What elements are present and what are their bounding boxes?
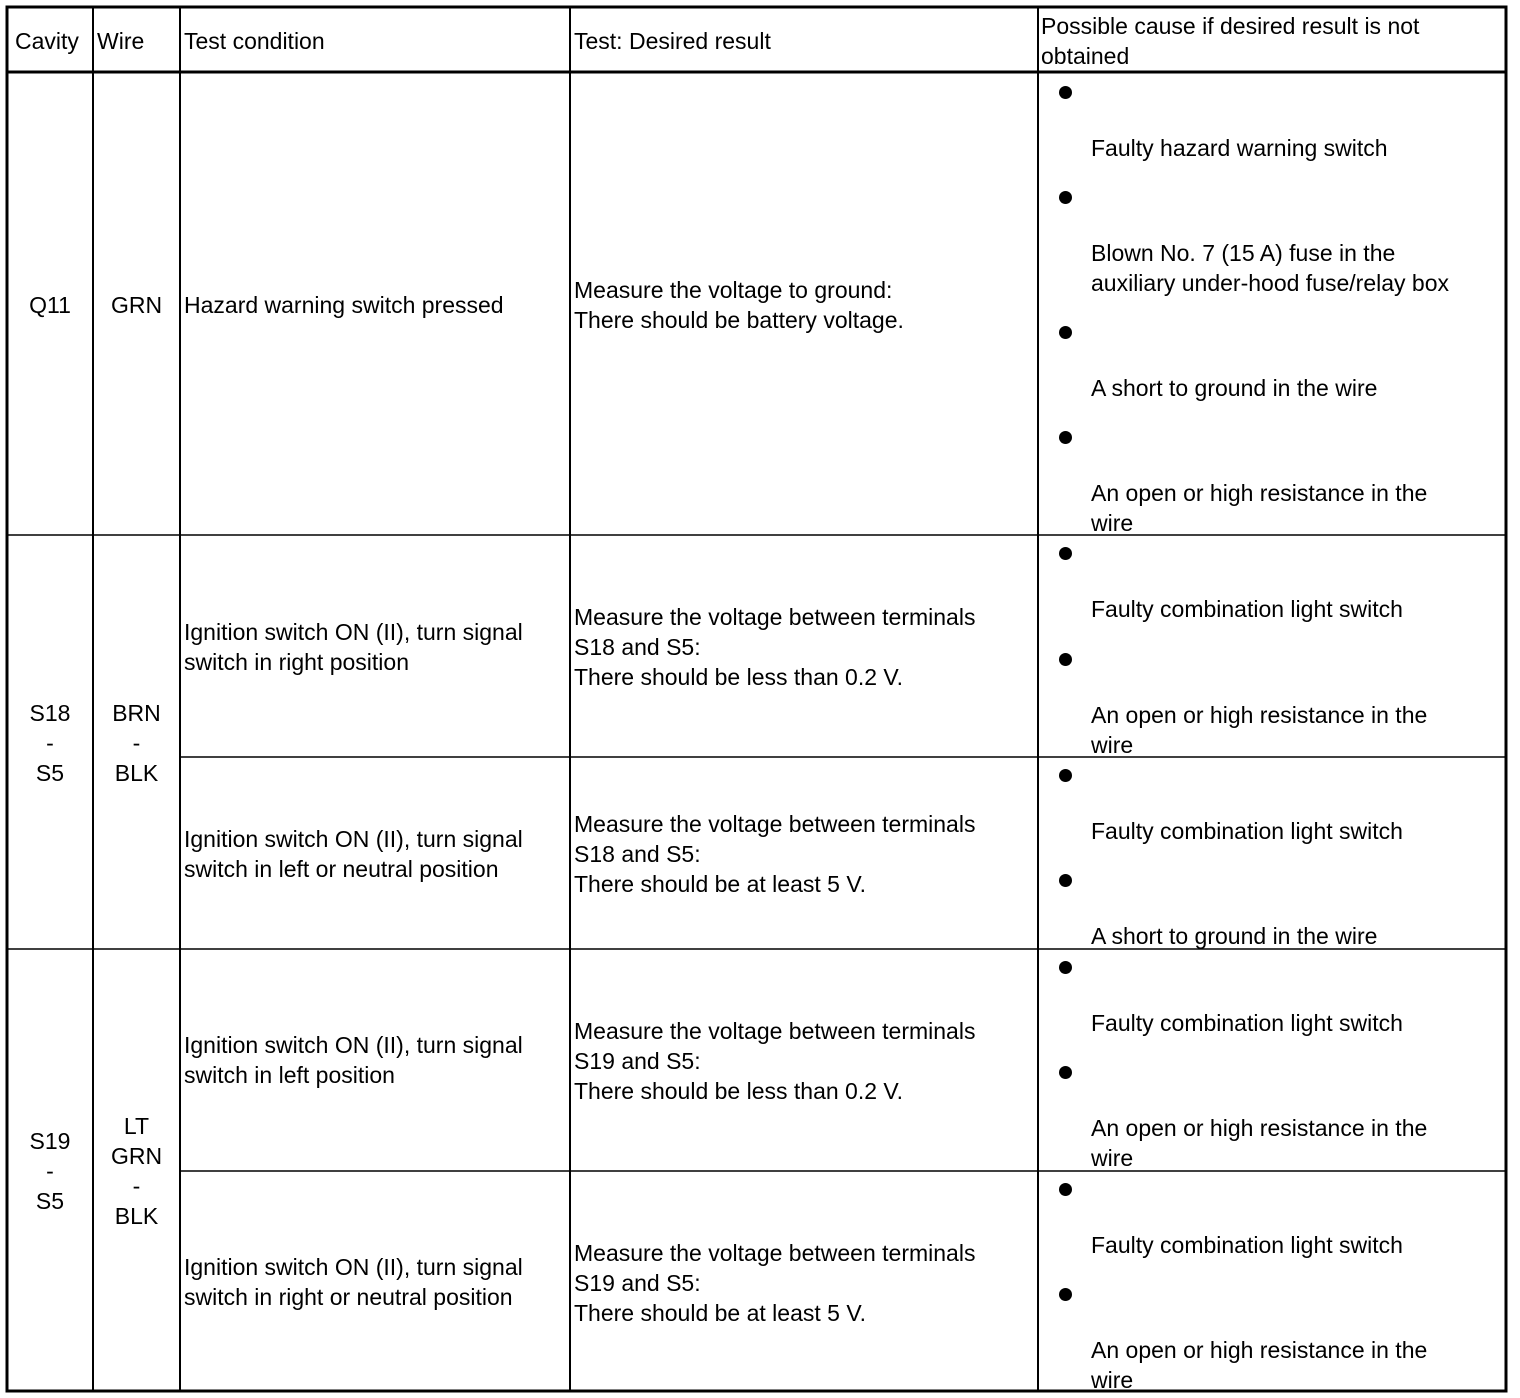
- desired-result-cell: S19 and S5:: [574, 1270, 701, 1296]
- desired-result-cell: Measure the voltage between terminals: [574, 604, 976, 630]
- test-condition-cell: Ignition switch ON (II), turn signal: [184, 619, 523, 645]
- header-test-condition: Test condition: [184, 28, 325, 54]
- wire-cell: GRN: [110, 1143, 163, 1169]
- bullet-icon: [1059, 86, 1072, 99]
- bullet-icon: [1059, 191, 1072, 204]
- cause-item: Faulty combination light switch: [1091, 1232, 1403, 1258]
- bullet-icon: [1059, 961, 1072, 974]
- cause-item: Faulty hazard warning switch: [1091, 135, 1388, 161]
- test-condition-cell: switch in right position: [184, 649, 409, 675]
- wire-cell: BRN: [112, 700, 161, 726]
- bullet-icon: [1059, 1066, 1072, 1079]
- wire-cell: BLK: [114, 1203, 159, 1229]
- cause-item: Faulty combination light switch: [1091, 596, 1403, 622]
- test-condition-cell: Ignition switch ON (II), turn signal: [184, 826, 523, 852]
- test-condition-cell: Ignition switch ON (II), turn signal: [184, 1032, 523, 1058]
- cause-item: Faulty combination light switch: [1091, 1010, 1403, 1036]
- cause-item: wire: [1091, 510, 1134, 536]
- test-condition-cell: switch in right or neutral position: [184, 1284, 513, 1310]
- wire-cell: BLK: [114, 760, 159, 786]
- wire-cell: GRN: [110, 292, 163, 318]
- bullet-icon: [1059, 653, 1072, 666]
- cause-item: An open or high resistance in the: [1091, 702, 1428, 728]
- wire-cell: LT: [123, 1113, 150, 1139]
- desired-result-cell: There should be less than 0.2 V.: [574, 1078, 904, 1104]
- wire-cell: -: [132, 1173, 141, 1199]
- desired-result-cell: S18 and S5:: [574, 841, 701, 867]
- header-desired-result: Test: Desired result: [574, 28, 771, 54]
- bullet-icon: [1059, 1288, 1072, 1301]
- cause-item: An open or high resistance in the: [1091, 1337, 1428, 1363]
- cavity-cell: S18: [29, 700, 71, 726]
- cavity-cell: Q11: [29, 292, 71, 318]
- wire-cell: -: [132, 730, 141, 756]
- desired-result-cell: There should be battery voltage.: [574, 307, 904, 333]
- desired-result-cell: Measure the voltage between terminals: [574, 811, 976, 837]
- desired-result-cell: There should be at least 5 V.: [574, 871, 866, 897]
- header-possible-cause: obtained: [1041, 43, 1130, 69]
- desired-result-cell: Measure the voltage between terminals: [574, 1240, 976, 1266]
- desired-result-cell: Measure the voltage between terminals: [574, 1018, 976, 1044]
- header-possible-cause: Possible cause if desired result is not: [1041, 13, 1420, 39]
- cause-item: wire: [1091, 1145, 1134, 1171]
- cause-item: auxiliary under-hood fuse/relay box: [1091, 270, 1449, 296]
- cavity-cell: -: [46, 730, 54, 756]
- cause-item: An open or high resistance in the: [1091, 1115, 1428, 1141]
- desired-result-cell: There should be less than 0.2 V.: [574, 664, 904, 690]
- cause-item: A short to ground in the wire: [1091, 375, 1378, 401]
- cause-item: A short to ground in the wire: [1091, 923, 1378, 949]
- cavity-cell: S5: [35, 760, 65, 786]
- cause-item: An open or high resistance in the: [1091, 480, 1428, 506]
- header-cavity: Cavity: [15, 28, 79, 54]
- cavity-cell: -: [46, 1158, 54, 1184]
- bullet-icon: [1059, 326, 1072, 339]
- desired-result-cell: Measure the voltage to ground:: [574, 277, 893, 303]
- bullet-icon: [1059, 874, 1072, 887]
- test-condition-cell: Hazard warning switch pressed: [184, 292, 504, 318]
- table-border: [7, 7, 1506, 1391]
- bullet-icon: [1059, 547, 1072, 560]
- test-condition-cell: switch in left position: [184, 1062, 395, 1088]
- desired-result-cell: There should be at least 5 V.: [574, 1300, 866, 1326]
- header-wire: Wire: [97, 28, 145, 54]
- desired-result-cell: S19 and S5:: [574, 1048, 701, 1074]
- cause-item: Faulty combination light switch: [1091, 818, 1403, 844]
- desired-result-cell: S18 and S5:: [574, 634, 701, 660]
- bullet-icon: [1059, 1183, 1072, 1196]
- cause-item: Blown No. 7 (15 A) fuse in the: [1091, 240, 1396, 266]
- cause-item: wire: [1091, 732, 1134, 758]
- bullet-icon: [1059, 769, 1072, 782]
- cause-item: wire: [1091, 1367, 1134, 1393]
- test-condition-cell: Ignition switch ON (II), turn signal: [184, 1254, 523, 1280]
- test-condition-cell: switch in left or neutral position: [184, 856, 499, 882]
- bullet-icon: [1059, 431, 1072, 444]
- cavity-cell: S5: [35, 1188, 65, 1214]
- cavity-cell: S19: [29, 1128, 71, 1154]
